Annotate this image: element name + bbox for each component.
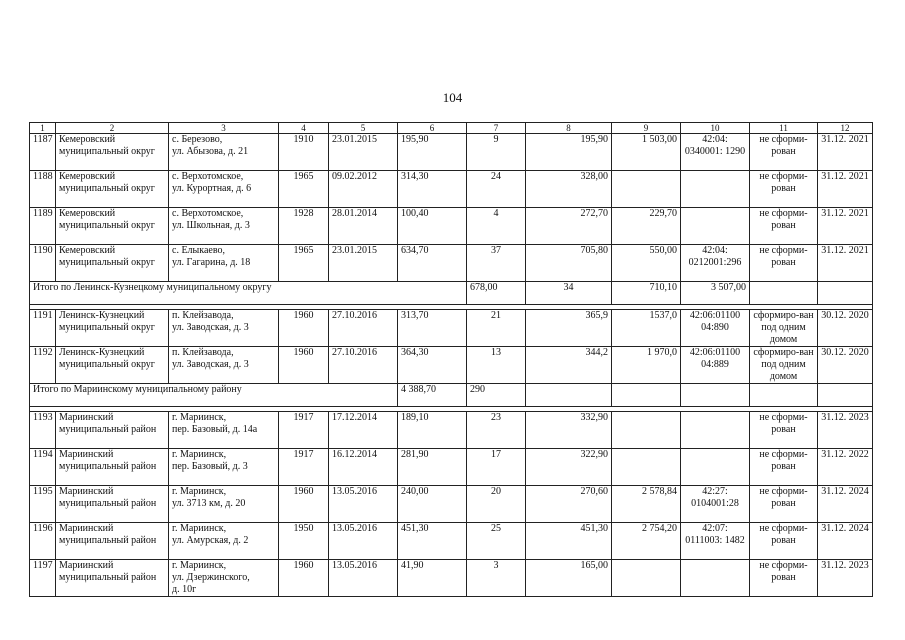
date-cell: 09.02.2012 (329, 171, 398, 208)
cadastral-cell: 42:04: 0212001:296 (681, 245, 750, 282)
status-cell: не сформи-рован (750, 208, 818, 245)
area-cell: 364,30 (398, 347, 467, 384)
cadastral-cell (681, 560, 750, 597)
status-cell: не сформи-рован (750, 486, 818, 523)
cadastral-cell: 42:27: 0104001:28 (681, 486, 750, 523)
address-line: с. Верхотомское, (172, 171, 244, 182)
row-number: 1187 (30, 134, 56, 171)
table-row (30, 523, 873, 560)
address-line: г. Мариинск, (172, 449, 227, 460)
year-cell: 1950 (279, 523, 329, 560)
deadline-cell: 31.12. 2022 (818, 449, 873, 486)
address-cell (169, 208, 279, 245)
residents-cell: 21 (467, 310, 526, 347)
table-row (30, 560, 873, 597)
deadline-cell: 31.12. 2021 (818, 245, 873, 282)
column-number: 6 (398, 123, 467, 134)
deadline-cell: 31.12. 2023 (818, 412, 873, 449)
column-number: 11 (750, 123, 818, 134)
col8-cell: 270,60 (526, 486, 612, 523)
date-cell: 13.05.2016 (329, 523, 398, 560)
subtotal-row (30, 282, 873, 305)
year-cell: 1917 (279, 412, 329, 449)
row-number: 1195 (30, 486, 56, 523)
year-cell: 1910 (279, 134, 329, 171)
address-line: ул. Амурская, д. 2 (172, 535, 249, 546)
housing-register-table (29, 122, 873, 597)
row-number: 1192 (30, 347, 56, 384)
address-line: ул. 3713 км, д. 20 (172, 498, 246, 509)
address-cell (169, 245, 279, 282)
subtotal-area: 4 388,70 (398, 384, 467, 407)
address-cell (169, 486, 279, 523)
residents-cell: 24 (467, 171, 526, 208)
cadastral-cell (681, 171, 750, 208)
col9-cell: 550,00 (612, 245, 681, 282)
col8-cell: 322,90 (526, 449, 612, 486)
subtotal-row (30, 384, 873, 407)
subtotal-label: Итого по Ленинск-Кузнецкому муниципальному округу (30, 282, 467, 305)
address-cell (169, 171, 279, 208)
table-row (30, 412, 873, 449)
status-cell: не сформи-рован (750, 134, 818, 171)
address-line: г. Мариинск, (172, 486, 227, 497)
page-number: 104 (442, 90, 463, 105)
address-line: ул. Гагарина, д. 18 (172, 257, 251, 268)
row-number: 1190 (30, 245, 56, 282)
table-row (30, 310, 873, 347)
row-number: 1197 (30, 560, 56, 597)
area-cell: 281,90 (398, 449, 467, 486)
address-line: ул. Курортная, д. 6 (172, 183, 252, 194)
address-line: г. Мариинск, (172, 523, 227, 534)
col8-cell: 451,30 (526, 523, 612, 560)
address-line: ул. Заводская, д. 3 (172, 359, 249, 370)
date-cell: 28.01.2014 (329, 208, 398, 245)
row-number: 1188 (30, 171, 56, 208)
address-line: ул. Абызова, д. 21 (172, 146, 249, 157)
address-line: пер. Базовый, д. 3 (172, 461, 248, 472)
col9-cell (612, 449, 681, 486)
district-cell: Мариинский муниципальный район (56, 412, 169, 449)
area-cell: 100,40 (398, 208, 467, 245)
district-cell: Кемеровский муниципальный округ (56, 171, 169, 208)
deadline-cell: 30.12. 2020 (818, 347, 873, 384)
year-cell: 1960 (279, 560, 329, 597)
column-number: 1 (30, 123, 56, 134)
table-row (30, 171, 873, 208)
column-number: 3 (169, 123, 279, 134)
subtotal-area: 678,00 (467, 282, 526, 305)
date-cell: 27.10.2016 (329, 347, 398, 384)
year-cell: 1917 (279, 449, 329, 486)
col8-cell: 344,2 (526, 347, 612, 384)
residents-cell: 9 (467, 134, 526, 171)
address-line: пер. Базовый, д. 14а (172, 424, 258, 435)
date-cell: 16.12.2014 (329, 449, 398, 486)
district-cell: Мариинский муниципальный район (56, 486, 169, 523)
address-cell (169, 412, 279, 449)
deadline-cell: 31.12. 2024 (818, 486, 873, 523)
subtotal-empty (750, 384, 818, 407)
address-cell (169, 523, 279, 560)
column-number: 2 (56, 123, 169, 134)
cadastral-cell: 42:06:01100 04:889 (681, 347, 750, 384)
subtotal-empty (818, 282, 873, 305)
year-cell: 1960 (279, 486, 329, 523)
col9-cell: 1 503,00 (612, 134, 681, 171)
deadline-cell: 30.12. 2020 (818, 310, 873, 347)
row-number: 1193 (30, 412, 56, 449)
district-cell: Ленинск-Кузнецкий муниципальный округ (56, 310, 169, 347)
area-cell: 41,90 (398, 560, 467, 597)
col9-cell (612, 171, 681, 208)
deadline-cell: 31.12. 2021 (818, 134, 873, 171)
status-cell: не сформи-рован (750, 245, 818, 282)
col9-cell: 1 970,0 (612, 347, 681, 384)
address-line: с. Елыкаево, (172, 245, 225, 256)
table-row (30, 347, 873, 384)
area-cell: 189,10 (398, 412, 467, 449)
subtotal-col8: 710,10 (612, 282, 681, 305)
address-line: ул. Заводская, д. 3 (172, 322, 249, 333)
subtotal-residents: 290 (467, 384, 526, 407)
table-row (30, 449, 873, 486)
address-line: д. 10г (172, 584, 197, 595)
address-line: с. Верхотомское, (172, 208, 244, 219)
column-number-row (30, 123, 873, 134)
residents-cell: 17 (467, 449, 526, 486)
district-cell: Кемеровский муниципальный округ (56, 134, 169, 171)
residents-cell: 3 (467, 560, 526, 597)
status-cell: не сформи-рован (750, 171, 818, 208)
status-cell: не сформи-рован (750, 560, 818, 597)
deadline-cell: 31.12. 2021 (818, 208, 873, 245)
subtotal-col8 (526, 384, 612, 407)
subtotal-empty (750, 282, 818, 305)
address-cell (169, 347, 279, 384)
district-cell: Кемеровский муниципальный округ (56, 208, 169, 245)
cadastral-cell: 42:06:01100 04:890 (681, 310, 750, 347)
table-row (30, 134, 873, 171)
residents-cell: 25 (467, 523, 526, 560)
district-cell: Кемеровский муниципальный округ (56, 245, 169, 282)
col8-cell: 328,00 (526, 171, 612, 208)
deadline-cell: 31.12. 2023 (818, 560, 873, 597)
deadline-cell: 31.12. 2021 (818, 171, 873, 208)
row-number: 1191 (30, 310, 56, 347)
area-cell: 314,30 (398, 171, 467, 208)
column-number: 4 (279, 123, 329, 134)
year-cell: 1965 (279, 245, 329, 282)
address-cell (169, 134, 279, 171)
status-cell: сформиро-ван под одним домом (750, 310, 818, 347)
col9-cell: 2 578,84 (612, 486, 681, 523)
subtotal-col9 (612, 384, 681, 407)
area-cell: 451,30 (398, 523, 467, 560)
address-cell (169, 449, 279, 486)
address-line: г. Мариинск, (172, 412, 227, 423)
address-line: с. Березово, (172, 134, 223, 145)
address-line: п. Клейзавода, (172, 310, 234, 321)
col8-cell: 705,80 (526, 245, 612, 282)
col9-cell: 1537,0 (612, 310, 681, 347)
col8-cell: 365,9 (526, 310, 612, 347)
cadastral-cell (681, 208, 750, 245)
col9-cell: 229,70 (612, 208, 681, 245)
cadastral-cell: 42:04: 0340001: 1290 (681, 134, 750, 171)
row-number: 1196 (30, 523, 56, 560)
subtotal-residents: 34 (526, 282, 612, 305)
column-number: 12 (818, 123, 873, 134)
area-cell: 634,70 (398, 245, 467, 282)
status-cell: не сформи-рован (750, 523, 818, 560)
column-number: 9 (612, 123, 681, 134)
date-cell: 13.05.2016 (329, 486, 398, 523)
district-cell: Мариинский муниципальный район (56, 523, 169, 560)
district-cell: Ленинск-Кузнецкий муниципальный округ (56, 347, 169, 384)
column-number: 8 (526, 123, 612, 134)
row-number: 1189 (30, 208, 56, 245)
date-cell: 17.12.2014 (329, 412, 398, 449)
date-cell: 23.01.2015 (329, 134, 398, 171)
date-cell: 23.01.2015 (329, 245, 398, 282)
address-line: п. Клейзавода, (172, 347, 234, 358)
subtotal-label: Итого по Мариинскому муниципальному району (30, 384, 398, 407)
column-number: 7 (467, 123, 526, 134)
address-line: г. Мариинск, (172, 560, 227, 571)
status-cell: не сформи-рован (750, 412, 818, 449)
column-number: 10 (681, 123, 750, 134)
residents-cell: 20 (467, 486, 526, 523)
deadline-cell: 31.12. 2024 (818, 523, 873, 560)
table-row (30, 208, 873, 245)
district-cell: Мариинский муниципальный район (56, 449, 169, 486)
residents-cell: 13 (467, 347, 526, 384)
subtotal-col9: 3 507,00 (681, 282, 750, 305)
table-row (30, 245, 873, 282)
status-cell: сформиро-ван под одним домом (750, 347, 818, 384)
col9-cell: 2 754,20 (612, 523, 681, 560)
table-row (30, 486, 873, 523)
subtotal-empty (818, 384, 873, 407)
address-line: ул. Дзержинского, (172, 572, 250, 583)
residents-cell: 4 (467, 208, 526, 245)
col8-cell: 195,90 (526, 134, 612, 171)
cadastral-cell: 42:07: 0111003: 1482 (681, 523, 750, 560)
cadastral-cell (681, 449, 750, 486)
col8-cell: 165,00 (526, 560, 612, 597)
subtotal-empty (681, 384, 750, 407)
col8-cell: 272,70 (526, 208, 612, 245)
status-cell: не сформи-рован (750, 449, 818, 486)
date-cell: 27.10.2016 (329, 310, 398, 347)
date-cell: 13.05.2016 (329, 560, 398, 597)
area-cell: 240,00 (398, 486, 467, 523)
year-cell: 1960 (279, 347, 329, 384)
column-number: 5 (329, 123, 398, 134)
year-cell: 1928 (279, 208, 329, 245)
cadastral-cell (681, 412, 750, 449)
year-cell: 1965 (279, 171, 329, 208)
address-cell (169, 310, 279, 347)
row-number: 1194 (30, 449, 56, 486)
col9-cell (612, 412, 681, 449)
area-cell: 195,90 (398, 134, 467, 171)
col9-cell (612, 560, 681, 597)
area-cell: 313,70 (398, 310, 467, 347)
residents-cell: 37 (467, 245, 526, 282)
address-cell (169, 560, 279, 597)
residents-cell: 23 (467, 412, 526, 449)
address-line: ул. Школьная, д. 3 (172, 220, 250, 231)
district-cell: Мариинский муниципальный район (56, 560, 169, 597)
col8-cell: 332,90 (526, 412, 612, 449)
year-cell: 1960 (279, 310, 329, 347)
